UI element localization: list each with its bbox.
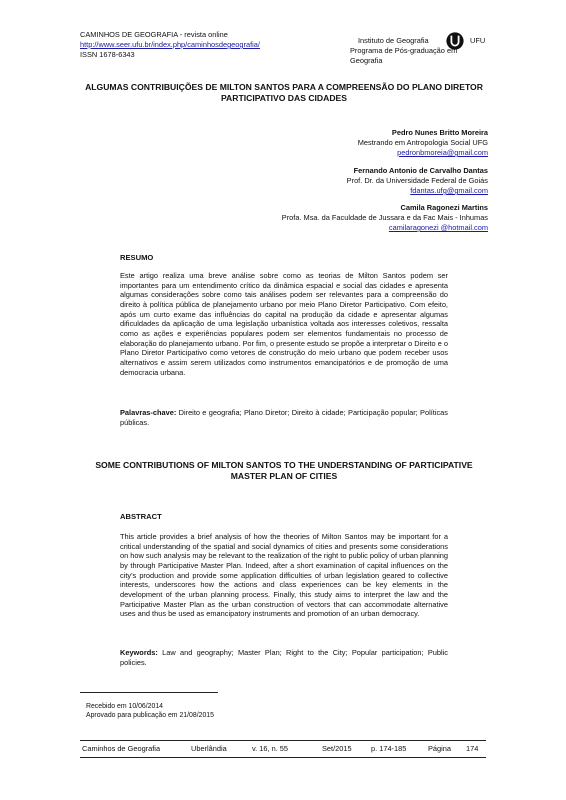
- institute-name: Instituto de Geografia: [358, 36, 429, 45]
- author-name: Fernando Antonio de Carvalho Dantas: [353, 166, 488, 175]
- abstract-heading: ABSTRACT: [120, 512, 162, 521]
- article-title-en: SOME CONTRIBUTIONS OF MILTON SANTOS TO THE UNDERSTANDING OF PARTICIPATIVE MASTER PLAN OF CITIES: [95, 460, 473, 481]
- footer-date: Set/2015: [322, 744, 352, 753]
- footer-city: Uberlândia: [191, 744, 227, 753]
- keywords-label: Keywords:: [120, 648, 158, 657]
- footer-page-label: Página: [428, 744, 452, 753]
- keywords-label: Palavras-chave:: [120, 408, 177, 417]
- issn: ISSN 1678-6343: [80, 50, 135, 59]
- author-email-link[interactable]: camilaragonezi @hotmail.com: [388, 223, 488, 232]
- journal-header: [80, 30, 260, 60]
- footer-journal: Caminhos de Geografia: [82, 744, 161, 753]
- journal-url-link[interactable]: http://www.seer.ufu.br/index.php/caminhosdegeografia/: [80, 40, 260, 49]
- author-block: [200, 203, 488, 233]
- author-affiliation: Profa. Msa. da Faculdade de Jussara e da Fac Mais - Inhumas: [281, 213, 488, 222]
- institute-header: [350, 36, 488, 66]
- resumo-heading: RESUMO: [120, 253, 154, 262]
- author-affiliation: Mestrando em Antropologia Social UFG: [357, 138, 488, 147]
- page-footer: [80, 740, 486, 758]
- program-name: Programa de Pós-graduação em Geografia: [350, 46, 458, 65]
- approved-date: Aprovado para publicação em 21/08/2015: [86, 712, 214, 719]
- author-email-link[interactable]: pedronbmoreia@gmail.com: [397, 148, 488, 157]
- received-date: Recebido em 10/06/2014: [86, 703, 164, 710]
- footer-volume: v. 16, n. 55: [252, 744, 289, 753]
- resumo-text: Este artigo realiza uma breve análise sobre como as teorias de Milton Santos podem ser importantes para um entendimento crítico da dinâmica espacial e social das cidades e apresenta algumas considerações sobre como tais análises podem ser relevantes para a compreensão do direito à política pública de planejamento urbano por meio Plano Diretor Participativo. Com efeito, após um curto exame das influências do capital na produção da cidade e apresentar algumas dificuldades da aplicação de uma legislação urbanística voltada aos interesses coletivos, ressalta como as ações e experiências populares podem ser elementos fundamentais no processo de elaboração do planejamento urbano. Por fim, o presente estudo se propõe a interpretar o Direito e o Plano Diretor Participativo como vetores de construção do meio urbano que podem receber usos alternativos e assim serem utilizados como instrumentos emancipatórios e de promoção de uma democracia urbana.: [120, 271, 448, 377]
- footer-page-number: 174: [466, 744, 479, 753]
- article-title-pt: ALGUMAS CONTRIBUIÇÕES DE MILTON SANTOS PARA A COMPREENSÃO DO PLANO DIRETOR PARTICIPATIVO DAS CIDADES: [85, 82, 483, 103]
- journal-name: CAMINHOS DE GEOGRAFIA - revista online: [80, 30, 228, 39]
- keywords-text: Law and geography; Master Plan; Right to the City; Popular participation; Public policies.: [120, 648, 448, 667]
- footnote-rule: [80, 692, 218, 693]
- author-email-link[interactable]: fdantas.ufg@gmail.com: [410, 186, 488, 195]
- university-name: UFU: [470, 36, 486, 45]
- author-name: Camila Ragonezi Martins: [400, 203, 488, 212]
- author-block: [200, 128, 488, 158]
- keywords-text: Direito e geografia; Plano Diretor; Direito à cidade; Participação popular; Políticas públicas.: [120, 408, 448, 427]
- author-name: Pedro Nunes Britto Moreira: [391, 128, 488, 137]
- author-affiliation: Prof. Dr. da Universidade Federal de Goiás: [346, 176, 488, 185]
- abstract-keywords: [120, 648, 448, 667]
- author-block: [200, 166, 488, 196]
- footer-pages: p. 174-185: [371, 744, 407, 753]
- abstract-text: This article provides a brief analysis of how the theories of Milton Santos may be important for a critical understanding of the spatial and social dynamics of cities and presents some considerations on how such analysis may be relevant to the realization of the right to public policy of urban planning by through Participative Master Plan. Indeed, after a short examination of capital influences on the city's production and provide some application difficulties of urban legislation geared to collective interests, underscores how the actions and class experiences can be key elements in the development of the urban planning process. Finally, this study aims to interpret the law and the Participative Master Plan as the urban construction of vectors that can accommodate alternative uses and thus be used as emancipatory instruments and promotion of an urban democracy.: [120, 532, 448, 619]
- resumo-keywords: [120, 408, 448, 427]
